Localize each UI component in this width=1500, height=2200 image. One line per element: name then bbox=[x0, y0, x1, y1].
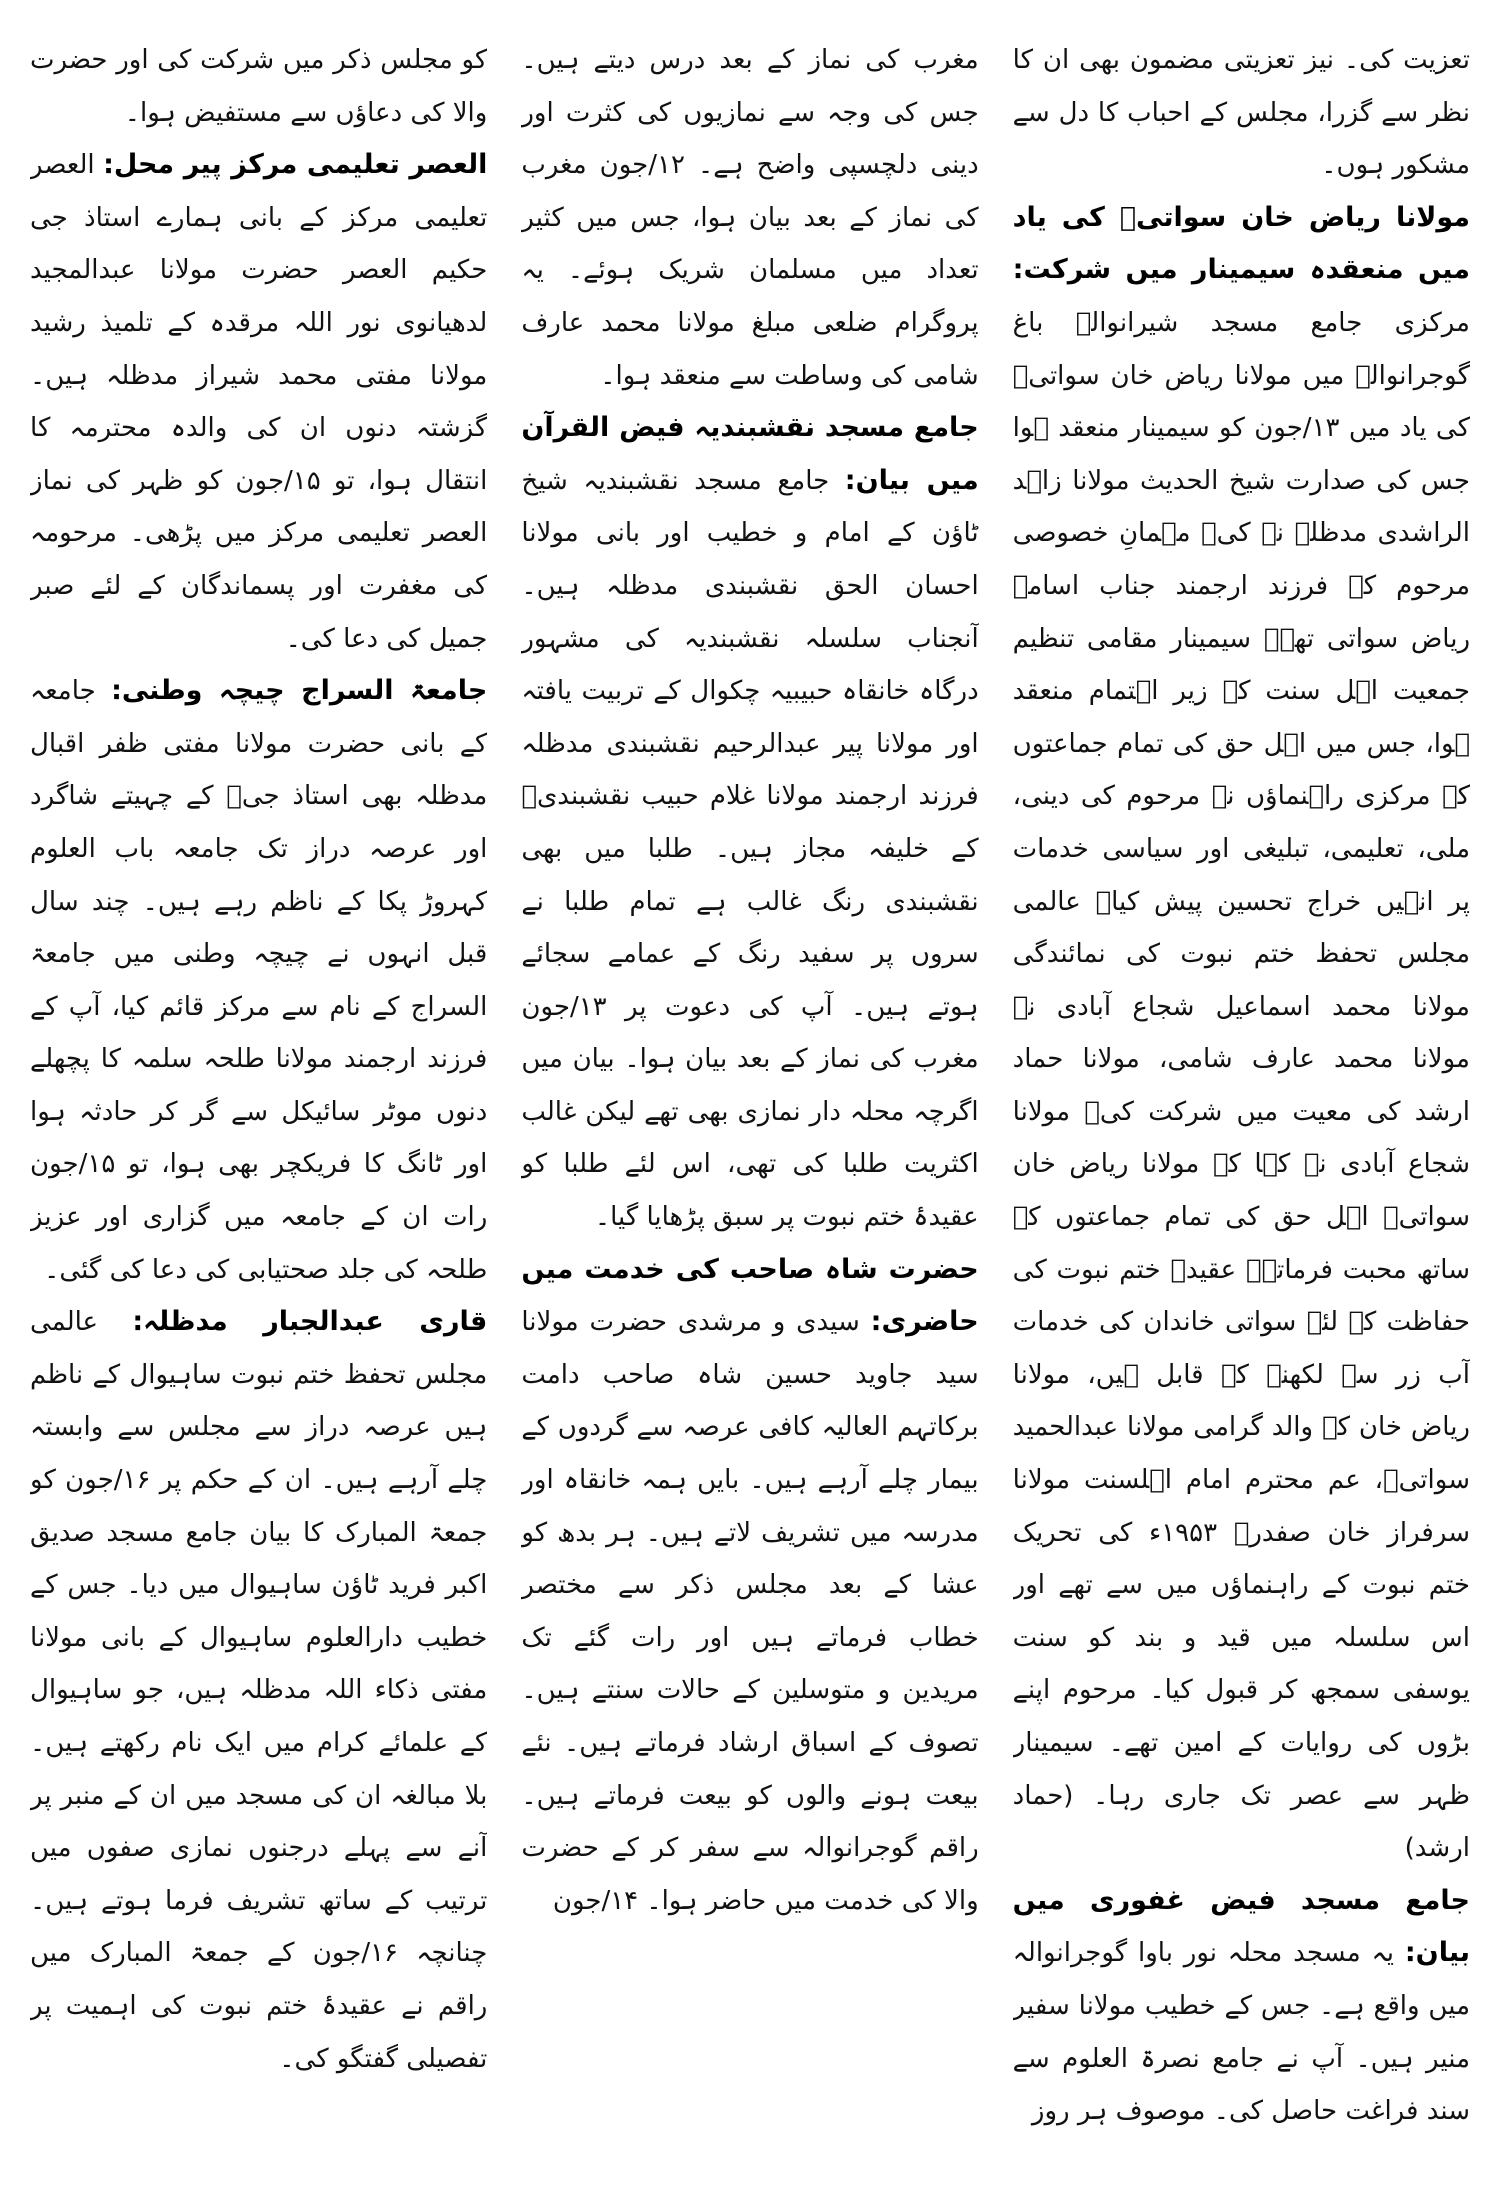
body-text: مغرب کی نماز کے بعد درس دیتے ہیں۔ جس کی وجہ سے نمازیوں کی کثرت اور دینی دلچسپی واضح ہے۔ ۱۲/جون مغرب کی نماز کے بعد بیان ہوا، جس میں کثیر تعداد میں مسلمان شریک ہوئے۔ یہ پروگرام ضلعی مبلغ مولانا محمد عارف شامی کی وساطت سے منعقد ہوا۔ bbox=[521, 45, 979, 391]
body-text: جامع مسجد نقشبندیہ شیخ ٹاؤن کے امام و خطیب اور بانی مولانا احسان الحق نقشبندی مدظلہ ہیں۔ آنجناب سلسلہ نقشبندیہ کی مشہور درگاہ خانقاہ حبیبیہ چکوال کے تربیت یافتہ اور مولانا پیر عبدالرحیم نقشبندی مدظلہ فرزند ارجمند مولانا غلام حبیب نقشبندیؒ کے خلیفہ مجاز ہیں۔ طلبا میں بھی نقشبندی رنگ غالب ہے تمام طلبا نے سروں پر سفید رنگ کے عمامے سجائے ہوتے ہیں۔ آپ کی دعوت پر ۱۳/جون مغرب کی نماز کے بعد بیان ہوا۔ بیان میں اگرچہ محلہ دار نمازی بھی تھے لیکن غالب اکثریت طلبا کی تھی، اس لئے طلبا کو عقیدۂ ختم نبوت پر سبق پڑھایا گیا۔ bbox=[521, 465, 979, 1233]
body-text: عالمی مجلس تحفظ ختم نبوت ساہیوال کے ناظم ہیں عرصہ دراز سے مجلس سے وابستہ چلے آرہے ہیں۔ ان کے حکم پر ۱۶/جون کو جمعۃ المبارک کا بیان جامع مسجد صدیق اکبر فرید ٹاؤن ساہیوال میں دیا۔ جس کے خطیب دارالعلوم ساہیوال کے بانی مولانا مفتی ذکاء اللہ مدظلہ ہیں، جو ساہیوال کے علمائے کرام میں ایک نام رکھتے ہیں۔ بلا مبالغہ ان کی مسجد میں ان کے منبر پر آنے سے پہلے درجنوں نمازی صفوں میں ترتیب کے ساتھ تشریف فرما ہوتے ہیں۔ چنانچہ ۱۶/جون کے جمعۃ المبارک میں راقم نے عقیدۂ ختم نبوت کی اہمیت پر تفصیلی گفتگو کی۔ bbox=[30, 1307, 488, 2074]
article-paragraph bbox=[30, 139, 487, 665]
body-text: جامعہ کے بانی حضرت مولانا مفتی ظفر اقبال مدظلہ بھی استاذ جیؒ کے چہیتے شاگرد اور عرصہ دراز تک جامعہ باب العلوم کہروڑ پکا کے ناظم رہے ہیں۔ چند سال قبل انہوں نے چیچہ وطنی میں جامعۃ السراج کے نام سے مرکز قائم کیا، آپ کے فرزند ارجمند مولانا طلحہ سلمہ کا پچھلے دنوں موٹر سائیکل سے گر کر حادثہ ہوا اور ٹانگ کا فریکچر بھی ہوا، تو ۱۵/جون رات ان کے جامعہ میں گزاری اور عزیز طلحہ کی جلد صحتیابی کی دعا کی گئی۔ bbox=[30, 676, 488, 1285]
body-text: العصر تعلیمی مرکز کے بانی ہمارے استاذ جی حکیم العصر حضرت مولانا عبدالمجید لدھیانوی نور اللہ مرقدہ کے تلمیذ رشید مولانا مفتی محمد شیراز مدظلہ ہیں۔ گزشتہ دنوں ان کی والدہ محترمہ کا انتقال ہوا، تو ۱۵/جون کو ظہر کی نماز العصر تعلیمی مرکز میں پڑھی۔ مرحومہ کی مغفرت اور پسماندگان کے لئے صبر جمیل کی دعا کی۔ bbox=[30, 150, 488, 654]
column-left bbox=[30, 34, 487, 2176]
body-text: مرکزی جامع مسجد شیرانوالہ باغ گوجرانوالہ میں مولانا ریاض خان سواتیؒ کی یاد میں ۱۳/جون کو سیمینار منعقد ہوا جس کی صدارت شیخ الحدیث مولانا زاہد الراشدی مدظلہ نے کی۔ مہمانِ خصوصی مرحوم کے فرزند ارجمند جناب اسامہ ریاض سواتی تھے۔ سیمینار مقامی تنظیم جمعیت اہل سنت کے زیر اہتمام منعقد ہوا، جس میں اہل حق کی تمام جماعتوں کے مرکزی راہنماؤں نے مرحوم کی دینی، ملی، تعلیمی، تبلیغی اور سیاسی خدمات پر انہیں خراج تحسین پیش کیا۔ عالمی مجلس تحفظ ختم نبوت کی نمائندگی مولانا محمد اسماعیل شجاع آبادی نے مولانا محمد عارف شامی، مولانا حماد ارشد کی معیت میں شرکت کی۔ مولانا شجاع آبادی نے کہا کہ مولانا ریاض خان سواتیؒ اہل حق کی تمام جماعتوں کے ساتھ محبت فرماتے۔ عقیدۂ ختم نبوت کی حفاظت کے لئے سواتی خاندان کی خدمات آب زر سے لکھنے کے قابل ہیں، مولانا ریاض خان کے والد گرامی مولانا عبدالحمید سواتیؒ، عم محترم امام اہلسنت مولانا سرفراز خان صفدرؒ ۱۹۵۳ء کی تحریک ختم نبوت کے راہنماؤں میں سے تھے اور اس سلسلہ میں قید و بند کو سنت یوسفی سمجھ کر قبول کیا۔ مرحوم اپنے بڑوں کی روایات کے امین تھے۔ سیمینار ظہر سے عصر تک جاری رہا۔ (حماد ارشد) bbox=[1012, 307, 1470, 1864]
section-heading: حضرت شاہ صاحب کی خدمت میں حاضری: bbox=[521, 1253, 979, 1338]
article-paragraph bbox=[30, 665, 487, 1296]
article-paragraph bbox=[30, 34, 487, 139]
section-heading: جامع مسجد فیض غفوری میں بیان: bbox=[1012, 1884, 1470, 1969]
body-text: تعزیت کی۔ نیز تعزیتی مضمون بھی ان کا نظر سے گزرا، مجلس کے احباب کا دل سے مشکور ہوں۔ bbox=[1012, 45, 1470, 181]
article-paragraph bbox=[521, 34, 978, 402]
article-paragraph bbox=[1013, 34, 1470, 192]
article-paragraph bbox=[1013, 1875, 1470, 2138]
article-paragraph bbox=[521, 1244, 978, 1928]
column-middle bbox=[521, 34, 978, 2176]
body-text: کو مجلس ذکر میں شرکت کی اور حضرت والا کی دعاؤں سے مستفیض ہوا۔ bbox=[30, 45, 488, 128]
article-paragraph bbox=[1013, 192, 1470, 1875]
section-heading: مولانا ریاض خان سواتیؒ کی یاد میں منعقدہ سیمینار میں شرکت: bbox=[1012, 201, 1470, 286]
column-right bbox=[1013, 34, 1470, 2176]
section-heading: العصر تعلیمی مرکز پیر محل: bbox=[103, 149, 488, 181]
article-paragraph bbox=[521, 402, 978, 1244]
article-paragraph bbox=[30, 1296, 487, 2085]
section-heading: جامع مسجد نقشبندیہ فیض القرآن میں بیان: bbox=[521, 412, 979, 496]
section-heading: قاری عبدالجبار مدظلہ: bbox=[132, 1306, 488, 1338]
body-text: سیدی و مرشدی حضرت مولانا سید جاوید حسین شاہ صاحب دامت برکاتہم العالیہ کافی عرصہ سے گردوں کے بیمار چلے آرہے ہیں۔ بایں ہمہ خانقاہ اور مدرسہ میں تشریف لاتے ہیں۔ ہر بدھ کو عشا کے بعد مجلس ذکر سے مختصر خطاب فرماتے ہیں اور رات گئے تک مریدین و متوسلین کے حالات سنتے ہیں۔ تصوف کے اسباق ارشاد فرماتے ہیں۔ نئے بیعت ہونے والوں کو بیعت فرماتے ہیں۔ راقم گوجرانوالہ سے سفر کر کے حضرت والا کی خدمت میں حاضر ہوا۔ ۱۴/جون bbox=[521, 1307, 979, 1916]
body-text: یہ مسجد محلہ نور باوا گوجرانوالہ میں واقع ہے۔ جس کے خطیب مولانا سفیر منیر ہیں۔ آپ نے جامع نصرۃ العلوم سے سند فراغت حاصل کی۔ موصوف ہر روز bbox=[1012, 1938, 1470, 2127]
section-heading: جامعۃ السراج چیچہ وطنی: bbox=[111, 675, 488, 707]
